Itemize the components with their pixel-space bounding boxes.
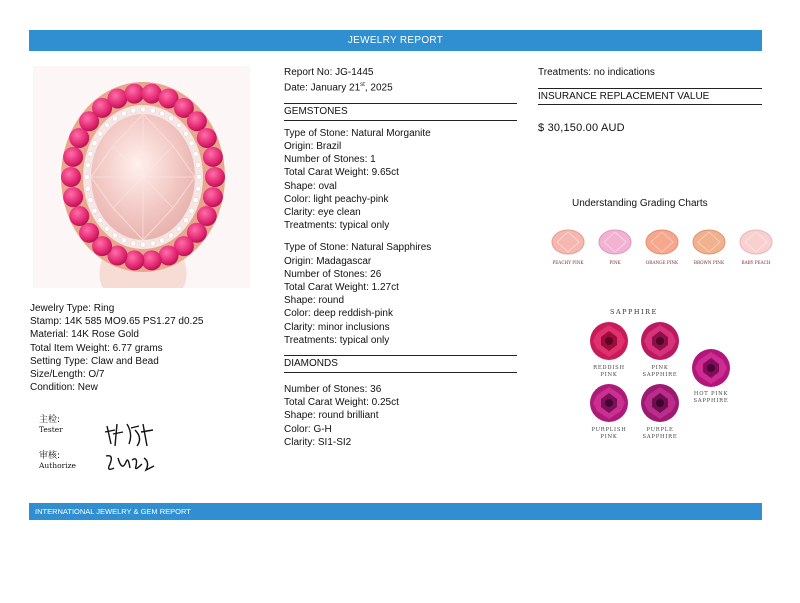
- halo-diamond: [196, 163, 201, 168]
- stone1-clarity: Clarity: eye clean: [284, 206, 361, 218]
- halo-sapphire: [69, 206, 89, 226]
- halo-diamond: [140, 107, 145, 112]
- stone1-shape: Shape: oval: [284, 180, 337, 192]
- halo-sapphire: [124, 84, 144, 104]
- authorize-signature-block: [39, 451, 76, 471]
- peachy-pink-label: PEACHY PINK: [552, 260, 584, 265]
- brown-pink-label: BROWN PINK: [693, 260, 725, 265]
- halo-diamond: [189, 141, 194, 146]
- halo-diamond: [150, 108, 155, 113]
- halo-sapphire: [79, 223, 99, 243]
- halo-sapphire: [197, 128, 217, 148]
- tester-label-en: Tester: [39, 425, 63, 434]
- halo-diamond: [112, 116, 117, 121]
- halo-diamond: [98, 131, 103, 136]
- halo-sapphire: [203, 147, 223, 167]
- ring-illustration: [33, 66, 250, 288]
- halo-diamond: [183, 131, 188, 136]
- halo-diamond: [98, 218, 103, 223]
- total-item-weight: Total Item Weight: 6.77 grams: [30, 342, 163, 354]
- hot-pink-gem: [691, 348, 731, 388]
- stone2-number: Number of Stones: 26: [284, 268, 382, 280]
- insurance-value: $ 30,150.00 AUD: [538, 122, 625, 135]
- pink-swatch: [598, 229, 632, 255]
- purple-sapphire-gem: [640, 383, 680, 423]
- gemstones-heading: GEMSTONES: [284, 103, 517, 121]
- treatments-note: Treatments: no indications: [538, 67, 655, 78]
- halo-diamond: [131, 241, 136, 246]
- halo-sapphire: [63, 147, 83, 167]
- purplish-pink-label: PURPLISH PINK: [591, 427, 627, 440]
- halo-diamond: [121, 238, 126, 243]
- footer-address: 2ND FLOOR CHINA RAILWAY BUILDING 81-3, NONGLINXIA RD, GUANGZHOU CHINA 510080: [567, 573, 789, 599]
- report-date: Date: January 21st, 2025: [284, 82, 393, 94]
- stone1-carat: Total Carat Weight: 9.65ct: [284, 167, 399, 179]
- stone1-type: Type of Stone: Natural Morganite: [284, 127, 431, 139]
- reddish-pink-label: REDDISH PINK: [593, 365, 625, 378]
- stone2-carat: Total Carat Weight: 1.27ct: [284, 281, 399, 293]
- stone2-treatments: Treatments: typical only: [284, 334, 390, 346]
- stamp: Stamp: 14K 585 MO9.65 PS1.27 d0.25: [30, 316, 204, 328]
- diamond-clarity: Clarity: SI1-SI2: [284, 436, 352, 448]
- halo-sapphire: [205, 167, 225, 187]
- footer-company: INTERNATIONAL JEWELRY & GEM REPORT: [35, 507, 191, 516]
- peachy-pink-swatch: [551, 229, 585, 255]
- report-number: Report No: JG-1445: [284, 67, 374, 78]
- diamond-number: Number of Stones: 36: [284, 383, 382, 395]
- halo-diamond: [176, 123, 181, 128]
- halo-sapphire: [124, 250, 144, 270]
- halo-diamond: [92, 141, 97, 146]
- pink-sapphire-label: PINK SAPPHIRE: [642, 365, 678, 378]
- hot-pink-label: HOT PINK SAPPHIRE: [693, 391, 729, 404]
- halo-sapphire: [63, 187, 83, 207]
- halo-sapphire: [61, 167, 81, 187]
- halo-sapphire: [203, 187, 223, 207]
- stone2-color: Color: deep reddish-pink: [284, 308, 393, 320]
- stone1-origin: Origin: Brazil: [284, 140, 342, 152]
- halo-sapphire: [142, 84, 162, 104]
- halo-diamond: [85, 163, 90, 168]
- halo-sapphire: [107, 88, 127, 108]
- baby-peach-label: BABY PEACH: [741, 260, 771, 265]
- tester-signature-block: [39, 415, 63, 435]
- size-length: Size/Length: O/7: [30, 369, 105, 381]
- reddish-pink-gem: [589, 321, 629, 361]
- authorize-signature: [104, 452, 156, 474]
- insurance-heading: INSURANCE REPLACEMENT VALUE: [538, 88, 762, 105]
- halo-diamond: [85, 186, 90, 191]
- stone1-color: Color: light peachy-pink: [284, 193, 389, 205]
- halo-diamond: [196, 186, 201, 191]
- grading-chart-title: Understanding Grading Charts: [572, 198, 708, 209]
- condition: Condition: New: [30, 382, 98, 394]
- stone2-origin: Origin: Madagascar: [284, 255, 372, 267]
- footer-banner: [29, 503, 789, 599]
- halo-diamond: [160, 238, 165, 243]
- authorize-label-cn: 审核:: [39, 451, 61, 461]
- stone2-clarity: Clarity: minor inclusions: [284, 321, 390, 333]
- pink-label: PINK: [609, 260, 621, 265]
- baby-peach-swatch: [739, 229, 773, 255]
- halo-diamond: [131, 108, 136, 113]
- orange-pink-label: ORANGE PINK: [645, 260, 679, 265]
- orange-pink-swatch: [645, 229, 679, 255]
- halo-diamond: [88, 151, 93, 156]
- brown-pink-swatch: [692, 229, 726, 255]
- halo-sapphire: [69, 128, 89, 148]
- halo-sapphire: [187, 111, 207, 131]
- pink-sapphire-gem: [640, 321, 680, 361]
- authorize-label-en: Authorize: [39, 461, 76, 470]
- purplish-pink-gem: [589, 383, 629, 423]
- halo-diamond: [92, 208, 97, 213]
- report-title: JEWELRY REPORT: [347, 35, 444, 46]
- purple-sapphire-label: PURPLE SAPPHIRE: [642, 427, 678, 440]
- halo-diamond: [88, 197, 93, 202]
- halo-diamond: [176, 226, 181, 231]
- halo-diamond: [183, 218, 188, 223]
- halo-diamond: [150, 241, 155, 246]
- halo-diamond: [193, 197, 198, 202]
- valuation-panel: [538, 66, 762, 135]
- tester-label-cn: 主检:: [39, 415, 61, 425]
- header-banner: [29, 30, 762, 51]
- halo-diamond: [168, 233, 173, 238]
- report-details: [284, 66, 517, 449]
- setting-type: Setting Type: Claw and Bead: [30, 355, 159, 367]
- halo-diamond: [104, 226, 109, 231]
- diamond-carat: Total Carat Weight: 0.25ct: [284, 397, 399, 409]
- material: Material: 14K Rose Gold: [30, 329, 139, 341]
- halo-diamond: [168, 116, 173, 121]
- halo-diamond: [193, 151, 198, 156]
- diamond-color: Color: G-H: [284, 423, 332, 435]
- halo-diamond: [140, 242, 145, 247]
- diamonds-heading: DIAMONDS: [284, 355, 517, 373]
- stone1-treatments: Treatments: typical only: [284, 220, 390, 232]
- stone1-number: Number of Stones: 1: [284, 154, 376, 166]
- item-info: [30, 302, 203, 394]
- diamond-shape: Shape: round brilliant: [284, 410, 379, 422]
- halo-diamond: [189, 208, 194, 213]
- halo-sapphire: [142, 250, 162, 270]
- halo-sapphire: [197, 206, 217, 226]
- halo-diamond: [160, 111, 165, 116]
- stone2-shape: Shape: round: [284, 295, 345, 307]
- halo-sapphire: [159, 246, 179, 266]
- halo-diamond: [196, 174, 201, 179]
- ring-photo: [33, 66, 250, 288]
- sapphire-chart-title: SAPPHIRE: [610, 308, 658, 316]
- halo-diamond: [84, 174, 89, 179]
- halo-diamond: [121, 111, 126, 116]
- halo-diamond: [112, 233, 117, 238]
- tester-signature: [103, 420, 163, 448]
- jewelry-type: Jewelry Type: Ring: [30, 303, 115, 314]
- stone2-type: Type of Stone: Natural Sapphires: [284, 242, 432, 254]
- halo-diamond: [104, 123, 109, 128]
